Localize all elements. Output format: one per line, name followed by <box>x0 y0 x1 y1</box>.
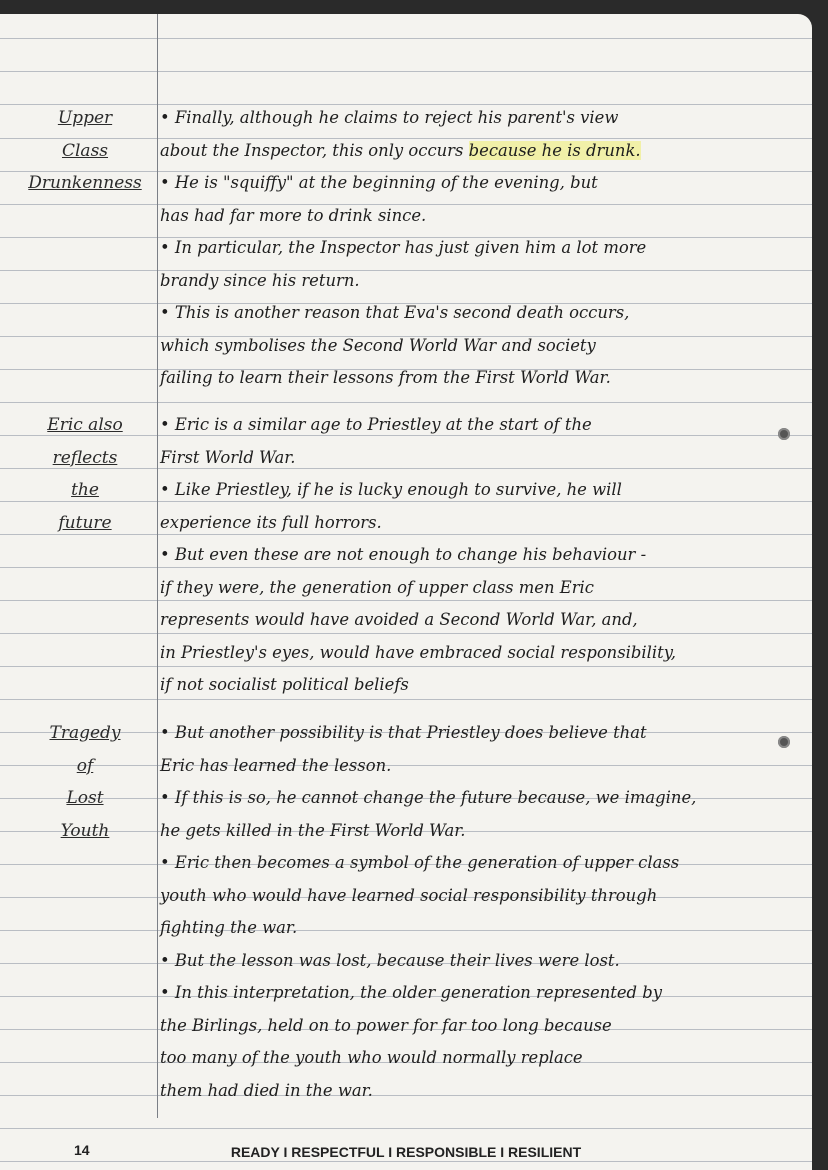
note-text: experience its full horrors. <box>160 512 382 532</box>
margin-line <box>157 14 158 1118</box>
note-line <box>160 330 800 363</box>
heading-word: of <box>76 755 94 776</box>
note-text: he gets killed in the First World War. <box>160 820 466 840</box>
note-text: if not socialist political beliefs <box>160 675 409 694</box>
note-text: • Finally, although he claims to reject his parent's view <box>160 108 619 127</box>
note-line <box>160 474 800 507</box>
note-text: • But even these are not enough to change his behaviour - <box>160 545 647 564</box>
note-line <box>160 669 800 702</box>
note-text: • Like Priestley, if he is lucky enough to survive, he will <box>160 480 622 499</box>
note-text: • Eric then becomes a symbol of the generation of upper class <box>160 853 680 872</box>
note-text: • This is another reason that Eva's second death occurs, <box>160 303 630 322</box>
note-line <box>160 637 800 670</box>
heading-word: Drunkenness <box>28 173 142 193</box>
note-line <box>160 102 800 135</box>
note-line <box>160 442 800 475</box>
note-line <box>160 1042 800 1075</box>
section-notes <box>160 102 800 395</box>
note-text: about the Inspector, this only occurs <box>160 140 469 160</box>
heading-word: Lost <box>66 788 104 808</box>
note-line <box>160 135 800 168</box>
punch-hole <box>778 428 790 440</box>
note-line <box>160 750 800 783</box>
heading-word: future <box>58 512 112 533</box>
note-text: too many of the youth who would normally replace <box>160 1048 583 1067</box>
note-text: the Birlings, held on to power for far too long because <box>160 1015 612 1035</box>
highlighted-text: because he is drunk. <box>468 140 641 160</box>
section-heading <box>18 102 152 200</box>
heading-word: Eric also <box>47 415 123 435</box>
note-line <box>160 200 800 233</box>
section-notes <box>160 717 800 1107</box>
note-text: • But another possibility is that Priestley does believe that <box>160 723 647 742</box>
section-heading <box>18 717 152 847</box>
note-text: • If this is so, he cannot change the future because, we imagine, <box>160 788 697 807</box>
page-footer: READY I RESPECTFUL I RESPONSIBLE I RESILIENT <box>230 1144 582 1160</box>
notebook-page <box>0 14 812 1170</box>
section-notes <box>160 409 800 702</box>
note-line <box>160 717 800 750</box>
note-line <box>160 232 800 265</box>
note-line <box>160 782 800 815</box>
punch-hole <box>778 736 790 748</box>
section-heading <box>18 409 152 539</box>
note-line <box>160 507 800 540</box>
note-text: which symbolises the Second World War and society <box>160 335 596 355</box>
heading-word: Class <box>61 140 109 161</box>
note-text: • In this interpretation, the older generation represented by <box>160 983 662 1002</box>
note-text: them had died in the war. <box>160 1080 373 1100</box>
note-line <box>160 945 800 978</box>
note-text: youth who would have learned social responsibility through <box>160 885 658 905</box>
note-line <box>160 1010 800 1043</box>
note-text: • Eric is a similar age to Priestley at the start of the <box>160 415 592 434</box>
note-text: represents would have avoided a Second World War, and, <box>160 610 638 629</box>
note-text: failing to learn their lessons from the First World War. <box>160 368 611 387</box>
note-text: brandy since his return. <box>160 270 360 290</box>
note-text: • He is "squiffy" at the beginning of the evening, but <box>160 173 598 192</box>
note-line <box>160 362 800 395</box>
note-line <box>160 409 800 442</box>
note-text: Eric has learned the lesson. <box>160 755 392 775</box>
note-line <box>160 604 800 637</box>
note-text: in Priestley's eyes, would have embraced social responsibility, <box>160 642 676 662</box>
note-line <box>160 815 800 848</box>
note-line <box>160 1075 800 1108</box>
note-line <box>160 572 800 605</box>
note-text: fighting the war. <box>160 918 298 937</box>
note-line <box>160 977 800 1010</box>
note-line <box>160 880 800 913</box>
note-text: First World War. <box>160 447 296 467</box>
heading-word: Youth <box>60 820 110 841</box>
heading-word: the <box>71 480 99 500</box>
heading-word: Tragedy <box>49 723 121 743</box>
heading-word: Upper <box>57 108 113 128</box>
note-line <box>160 265 800 298</box>
note-line <box>160 297 800 330</box>
page-number: 14 <box>74 1142 90 1158</box>
note-text: if they were, the generation of upper class men Eric <box>160 577 594 597</box>
note-line <box>160 167 800 200</box>
note-text: • But the lesson was lost, because their lives were lost. <box>160 950 620 970</box>
note-text: • In particular, the Inspector has just given him a lot more <box>160 238 647 257</box>
note-line <box>160 912 800 945</box>
heading-word: reflects <box>52 447 118 468</box>
note-line <box>160 847 800 880</box>
note-line <box>160 539 800 572</box>
note-text: has had far more to drink since. <box>160 205 427 225</box>
